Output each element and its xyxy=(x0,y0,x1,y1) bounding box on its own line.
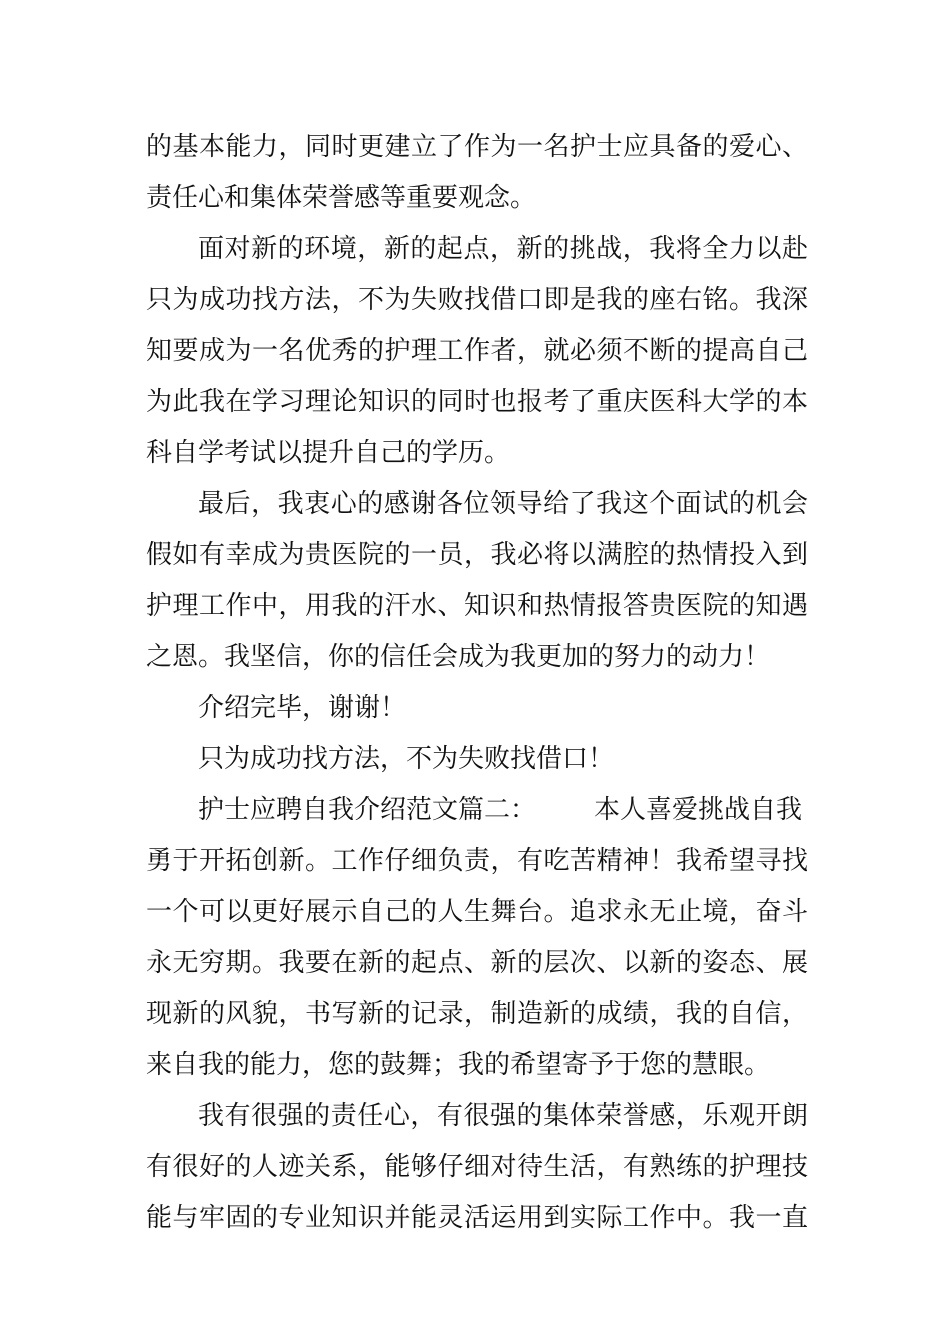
text-line: 之恩。我坚信，你的信任会成为我更加的努力的动力！ xyxy=(146,642,771,672)
paragraph-first-line: 我有很强的责任心，有很强的集体荣誉感，乐观开朗 xyxy=(198,1101,808,1131)
text-line: 一个可以更好展示自己的人生舞台。追求永无止境，奋斗 xyxy=(146,897,808,927)
text-line: 只为成功找方法，不为失败找借口即是我的座右铭。我深 xyxy=(146,285,808,315)
text-line: 护理工作中，用我的汗水、知识和热情报答贵医院的知遇 xyxy=(146,591,808,621)
section-heading-line xyxy=(146,785,808,836)
text-line: 的基本能力，同时更建立了作为一名护士应具备的爱心、 xyxy=(146,132,808,162)
text-line: 知要成为一名优秀的护理工作者，就必须不断的提高自己 xyxy=(146,336,808,366)
text-line: 为此我在学习理论知识的同时也报考了重庆医科大学的本 xyxy=(146,387,808,417)
text-line: 来自我的能力，您的鼓舞；我的希望寄予于您的慧眼。 xyxy=(146,1050,771,1080)
text-line: 科自学考试以提升自己的学历。 xyxy=(146,438,511,468)
paragraph-first-line: 只为成功找方法，不为失败找借口！ xyxy=(198,744,615,774)
text-line: 责任心和集体荣誉感等重要观念。 xyxy=(146,183,537,213)
text-line: 能与牢固的专业知识并能灵活运用到实际工作中。我一直 xyxy=(146,1203,808,1233)
document-body xyxy=(146,122,808,1244)
paragraph-first-line: 最后，我衷心的感谢各位领导给了我这个面试的机会 xyxy=(198,489,808,519)
text-line: 现新的风貌，书写新的记录，制造新的成绩，我的自信， xyxy=(146,999,808,1029)
text-line: 永无穷期。我要在新的起点、新的层次、以新的姿态、展 xyxy=(146,948,808,978)
text-line: 有很好的人迹关系，能够仔细对待生活，有熟练的护理技 xyxy=(146,1152,808,1182)
section-heading: 护士应聘自我介绍范文篇二： xyxy=(198,795,537,825)
paragraph-first-line: 面对新的环境，新的起点，新的挑战，我将全力以赴 xyxy=(198,234,808,264)
text-line: 勇于开拓创新。工作仔细负责，有吃苦精神！我希望寻找 xyxy=(146,846,808,876)
section-intro-text: 本人喜爱挑战自我 xyxy=(594,795,803,825)
text-line: 假如有幸成为贵医院的一员，我必将以满腔的热情投入到 xyxy=(146,540,808,570)
paragraph-first-line: 介绍完毕，谢谢！ xyxy=(198,693,407,723)
